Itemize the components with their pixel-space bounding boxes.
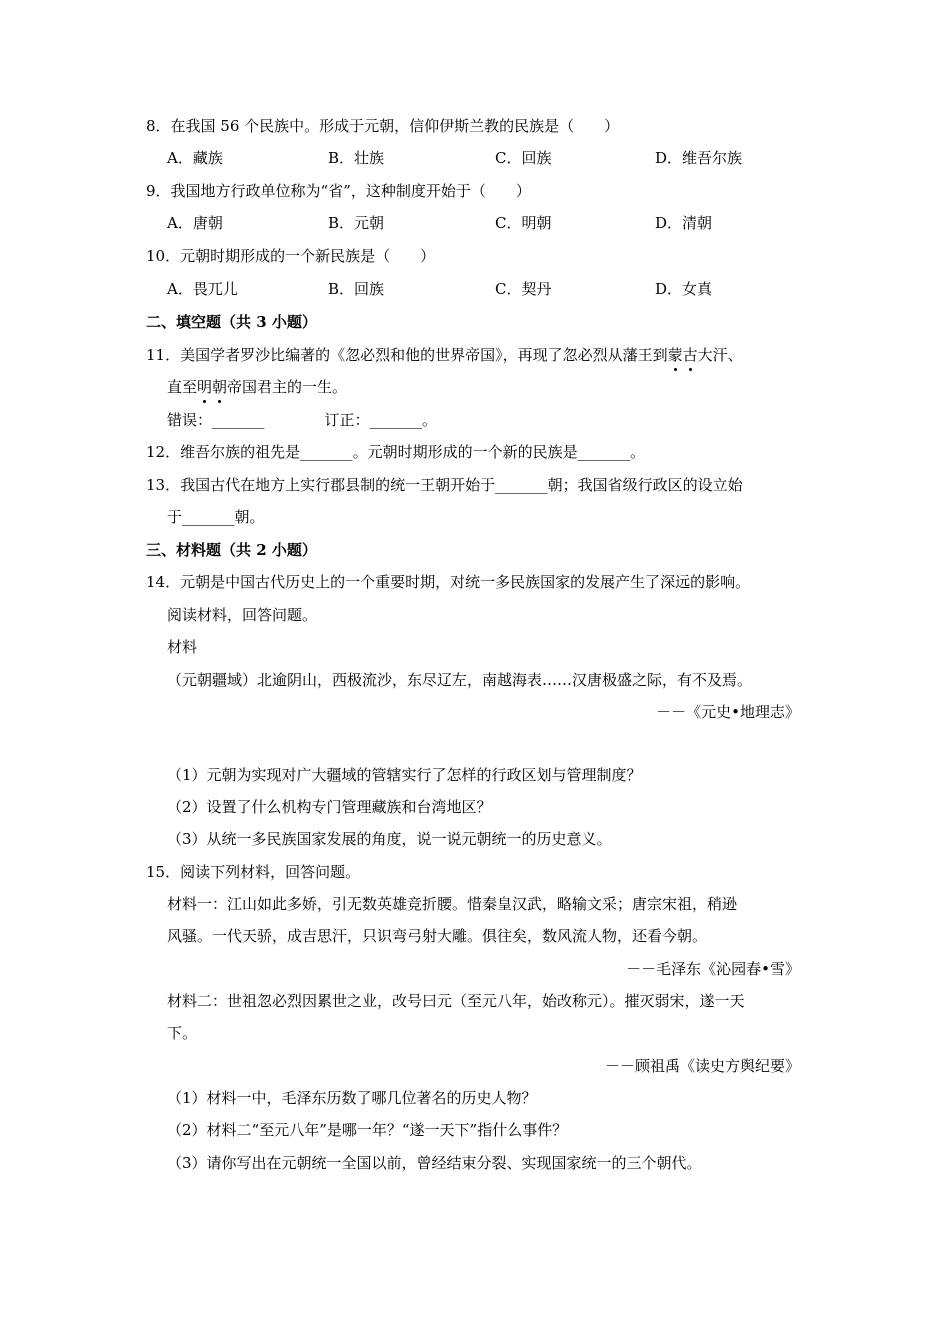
question-15-material-1-source: －－毛泽东《沁园春•雪》 — [626, 960, 800, 978]
question-8-option-a: A．藏族 — [167, 149, 223, 167]
question-13-line-2: 于_______朝。 — [167, 508, 265, 526]
question-15-material-2-line-1: 材料二：世祖忽必烈因累世之业，改号曰元（至元八年，始改称元）。摧灭弱宋，遂一天 — [167, 992, 745, 1010]
emphasis-char: 朝 — [212, 378, 228, 396]
question-15-sub-3: （3）请你写出在元朝统一全国以前，曾经结束分裂、实现国家统一的三个朝代。 — [167, 1154, 702, 1172]
question-8-stem: 8．在我国 56 个民族中。形成于元朝，信仰伊斯兰教的民族是（ ） — [146, 117, 620, 135]
question-14-material-label: 材料 — [167, 638, 198, 656]
question-10-option-c: C．契丹 — [495, 280, 552, 298]
question-10-option-a: A．畏兀儿 — [167, 280, 238, 298]
question-15-sub-2: （2）材料二“至元八年”是哪一年？“遂一天下”指什么事件？ — [167, 1121, 568, 1139]
question-8-option-d: D．维吾尔族 — [655, 149, 743, 167]
question-13-line-1: 13．我国古代在地方上实行郡县制的统一王朝开始于_______朝；我国省级行政区的设立始 — [146, 476, 743, 494]
question-11-line-1-end: 大汗、 — [697, 346, 743, 364]
question-14-sub-1: （1）元朝为实现对广大疆域的管辖实行了怎样的行政区划与管理制度？ — [167, 766, 642, 784]
question-8-option-b: B．壮族 — [328, 149, 385, 167]
question-14-source: －－《元史•地理志》 — [656, 703, 800, 721]
question-15-material-1-line-1: 材料一：江山如此多娇，引无数英雄竞折腰。惜秦皇汉武，略输文采；唐宗宋祖，稍逊 — [167, 895, 738, 913]
question-10-stem: 10．元朝时期形成的一个新民族是（ ） — [146, 247, 436, 265]
section-2-title: 二、填空题（共 3 小题） — [146, 313, 317, 331]
question-11-line-2-start: 直至 — [167, 378, 198, 396]
question-11-answer-line: 错误：_______ 订正：_______。 — [167, 411, 438, 429]
question-15-material-2-line-2: 下。 — [167, 1024, 198, 1042]
question-12-text: 12．维吾尔族的祖先是_______。元朝时期形成的一个新的民族是_______。 — [146, 443, 646, 461]
question-15-sub-1: （1）材料一中，毛泽东历数了哪几位著名的历史人物？ — [167, 1089, 537, 1107]
question-14-sub-2: （2）设置了什么机构专门管理藏族和台湾地区？ — [167, 798, 492, 816]
question-9-option-b: B．元朝 — [328, 214, 385, 232]
question-11-line-2 — [167, 377, 347, 397]
question-15-line-1: 15．阅读下列材料，回答问题。 — [146, 863, 361, 881]
question-14-line-2: 阅读材料，回答问题。 — [167, 606, 318, 624]
emphasis-char: 明 — [197, 378, 213, 396]
question-11-line-2-end: 帝国君主的一生。 — [227, 378, 348, 396]
emphasis-char: 蒙 — [667, 346, 683, 364]
question-9-option-a: A．唐朝 — [167, 214, 223, 232]
question-9-stem: 9．我国地方行政单位称为“省”，这种制度开始于（ ） — [146, 182, 531, 200]
question-10-option-b: B．回族 — [328, 280, 385, 298]
question-10-option-d: D．女真 — [655, 280, 713, 298]
section-3-title: 三、材料题（共 2 小题） — [146, 541, 317, 559]
question-11-line-1 — [146, 345, 743, 365]
question-9-option-c: C．明朝 — [495, 214, 552, 232]
question-14-material-text: （元朝疆域）北逾阴山，西极流沙，东尽辽左，南越海表……汉唐极盛之际，有不及焉。 — [167, 671, 753, 689]
question-8-option-c: C．回族 — [495, 149, 552, 167]
emphasis-char: 古 — [682, 346, 698, 364]
question-15-material-2-source: －－顾祖禹《读史方舆纪要》 — [604, 1057, 800, 1075]
question-15-material-1-line-2: 风骚。一代天骄，成吉思汗，只识弯弓射大雕。俱往矣，数风流人物，还看今朝。 — [167, 927, 708, 945]
question-14-line-1: 14．元朝是中国古代历史上的一个重要时期，对统一多民族国家的发展产生了深远的影响。 — [146, 573, 751, 591]
question-9-option-d: D．清朝 — [655, 214, 713, 232]
question-14-sub-3: （3）从统一多民族国家发展的角度，说一说元朝统一的历史意义。 — [167, 830, 612, 848]
question-11-line-1-text: 11．美国学者罗沙比编著的《忽必烈和他的世界帝国》，再现了忽必烈从藩王到 — [146, 346, 668, 364]
